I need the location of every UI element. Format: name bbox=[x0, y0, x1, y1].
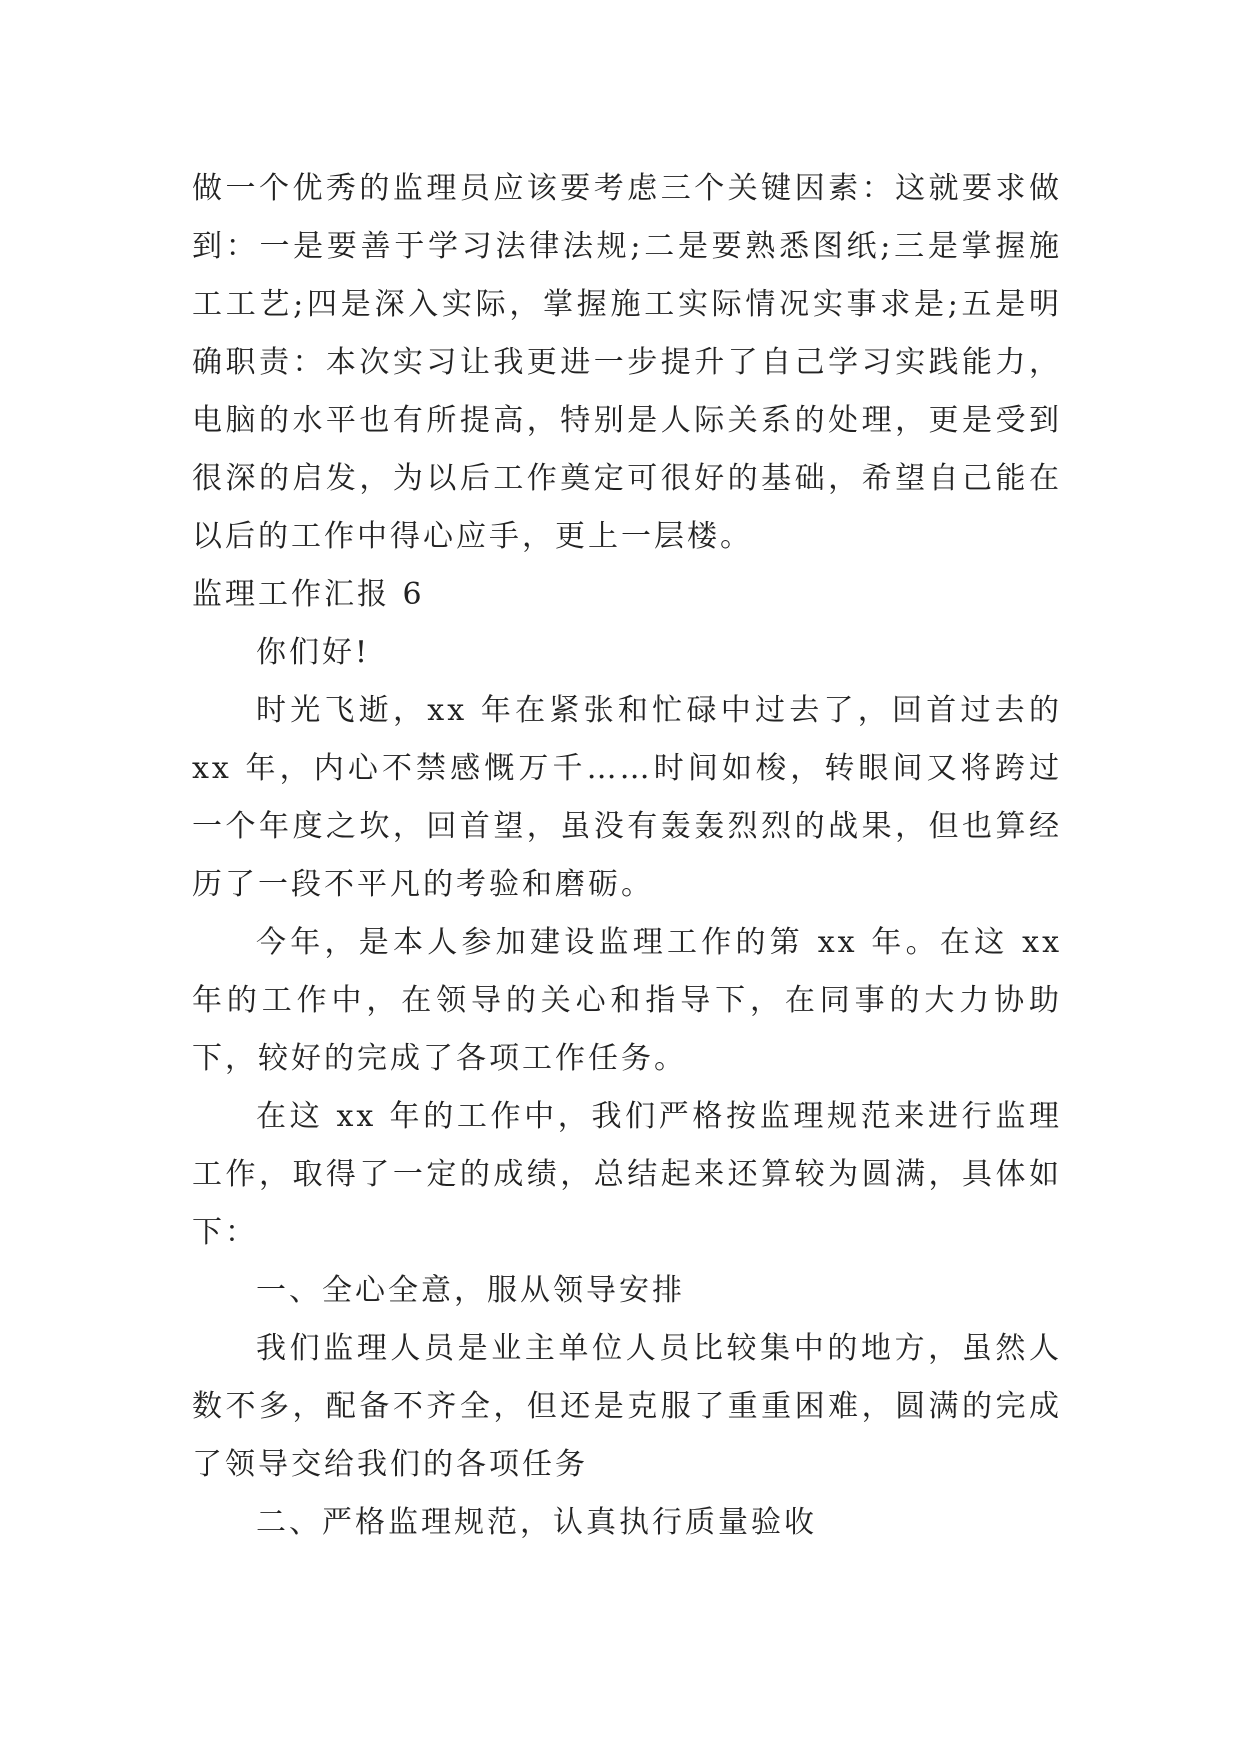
paragraph-work-summary: 在这 xx 年的工作中，我们严格按监理规范来进行监理工作，取得了一定的成绩，总结起来还算较为圆满，具体如下： bbox=[192, 1099, 1062, 1250]
paragraph-supervisors: 我们监理人员是业主单位人员比较集中的地方，虽然人数不多，配备不齐全，但还是克服了重重困难，圆满的完成了领导交给我们的各项任务 bbox=[192, 1331, 1062, 1482]
paragraph-time-flies: 时光飞逝，xx 年在紧张和忙碌中过去了，回首过去的 xx 年，内心不禁感慨万千……时间如梭，转眼间又将跨过一个年度之坎，回首望，虽没有轰轰烈烈的战果，但也算经历了一段不平凡的考验和磨砺。 bbox=[192, 693, 1062, 902]
section-heading: 监理工作汇报 6 bbox=[192, 577, 425, 612]
subheading-one: 一、全心全意，服从领导安排 bbox=[256, 1273, 685, 1308]
greeting: 你们好! bbox=[256, 635, 371, 670]
paragraph-this-year: 今年，是本人参加建设监理工作的第 xx 年。在这 xx 年的工作中，在领导的关心和指导下，在同事的大力协助下，较好的完成了各项工作任务。 bbox=[192, 925, 1062, 1076]
document-body bbox=[192, 160, 1062, 1552]
paragraph-key-factors: 做一个优秀的监理员应该要考虑三个关键因素：这就要求做到：一是要善于学习法律法规;二是要熟悉图纸;三是掌握施工工艺;四是深入实际，掌握施工实际情况实事求是;五是明确职责：本次实习让我更进一步提升了自己学习实践能力，电脑的水平也有所提高，特别是人际关系的处理，更是受到很深的启发，为以后工作奠定可很好的基础，希望自己能在以后的工作中得心应手，更上一层楼。 bbox=[192, 171, 1062, 554]
subheading-two: 二、严格监理规范，认真执行质量验收 bbox=[256, 1505, 817, 1540]
